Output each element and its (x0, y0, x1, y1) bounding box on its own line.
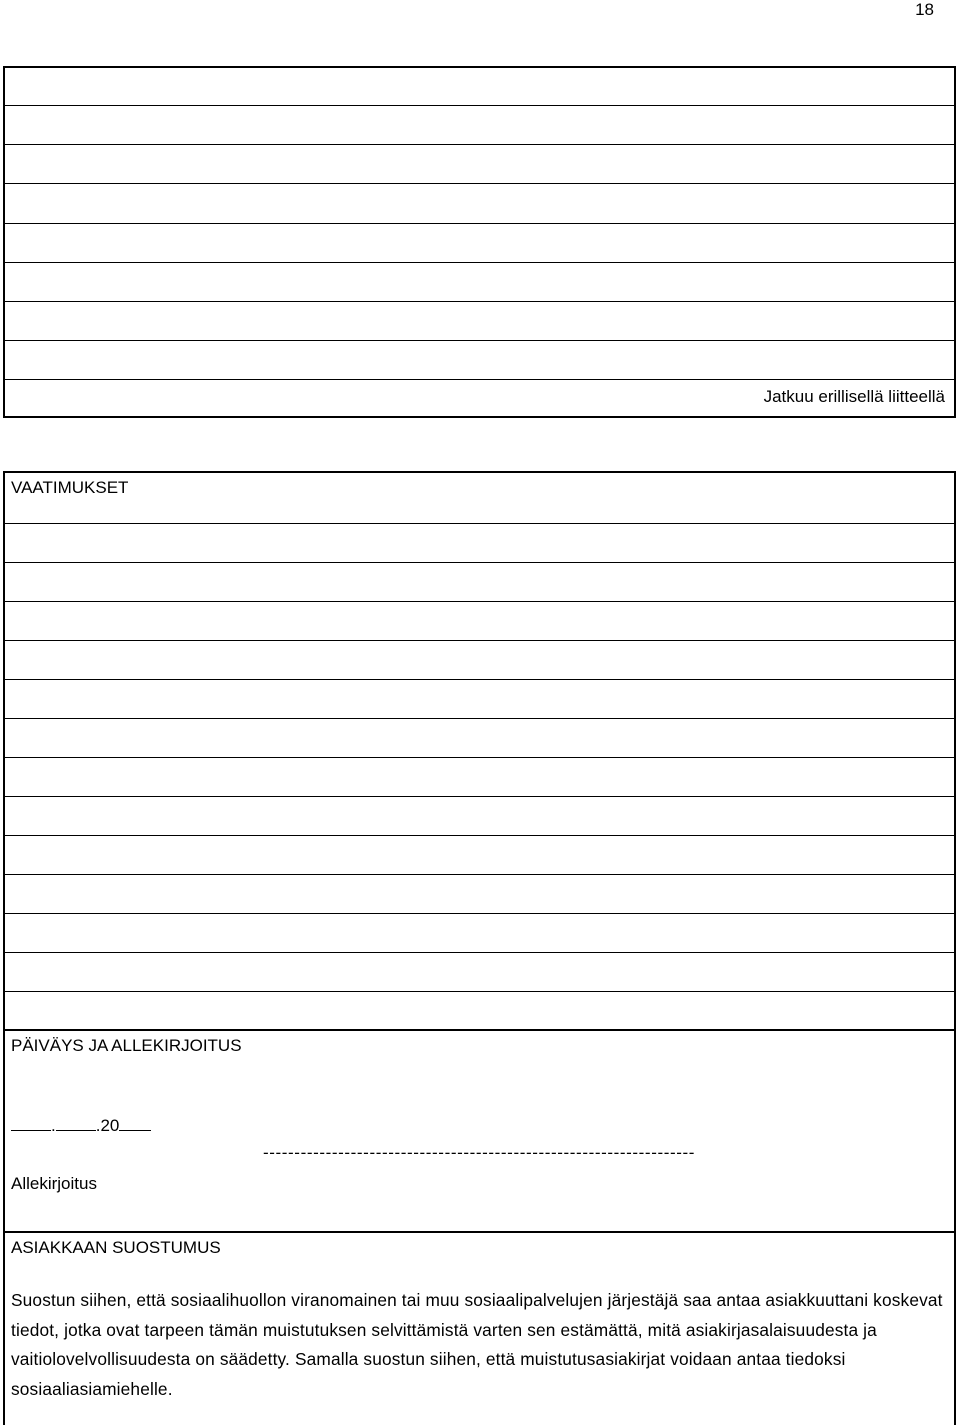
writing-line (5, 640, 954, 641)
signature-box (3, 1029, 956, 1232)
date-field[interactable]: . .20 (11, 1116, 151, 1136)
writing-line (5, 105, 954, 106)
signature-heading: PÄIVÄYS JA ALLEKIRJOITUS (11, 1036, 242, 1055)
consent-heading: ASIAKKAAN SUOSTUMUS (11, 1238, 221, 1257)
writing-line (5, 913, 954, 914)
writing-line (5, 952, 954, 953)
writing-line (5, 144, 954, 145)
year-blank[interactable] (119, 1116, 151, 1131)
consent-box (3, 1231, 956, 1425)
writing-line (5, 835, 954, 836)
writing-line (5, 223, 954, 224)
writing-line (5, 523, 954, 524)
month-blank[interactable] (56, 1116, 96, 1131)
writing-line (5, 679, 954, 680)
writing-line (5, 262, 954, 263)
page-number: 18 (915, 0, 934, 19)
writing-line (5, 301, 954, 302)
continuation-box (3, 66, 956, 418)
writing-line (5, 562, 954, 563)
continuation-note: Jatkuu erillisellä liitteellä (763, 387, 945, 406)
signature-label: Allekirjoitus (11, 1174, 97, 1193)
demands-box (3, 471, 956, 1031)
writing-line (5, 796, 954, 797)
writing-line (5, 874, 954, 875)
demands-heading: VAATIMUKSET (11, 478, 129, 497)
writing-line (5, 379, 954, 380)
writing-line (5, 718, 954, 719)
writing-line (5, 340, 954, 341)
writing-line (5, 757, 954, 758)
writing-line (5, 183, 954, 184)
consent-text: Suostun siihen, että sosiaalihuollon viranomainen tai muu sosiaalipalvelujen järjestäjä saa antaa asiakkuuttani koskevat tiedot, jotka ovat tarpeen tämän muistutuksen selvittämistä varten sen estämättä, mitä asiakirjasalaisuudesta ja vaitiolovelvollisuudesta on säädetty. Samalla suostun siihen, että muistutusasiakirjat voidaan antaa tiedoksi sosiaaliasiamiehelle. (11, 1290, 943, 1399)
day-blank[interactable] (11, 1116, 51, 1131)
writing-line (5, 991, 954, 992)
writing-line (5, 601, 954, 602)
signature-line[interactable]: --------------------------------------------------------------------- (263, 1143, 696, 1162)
